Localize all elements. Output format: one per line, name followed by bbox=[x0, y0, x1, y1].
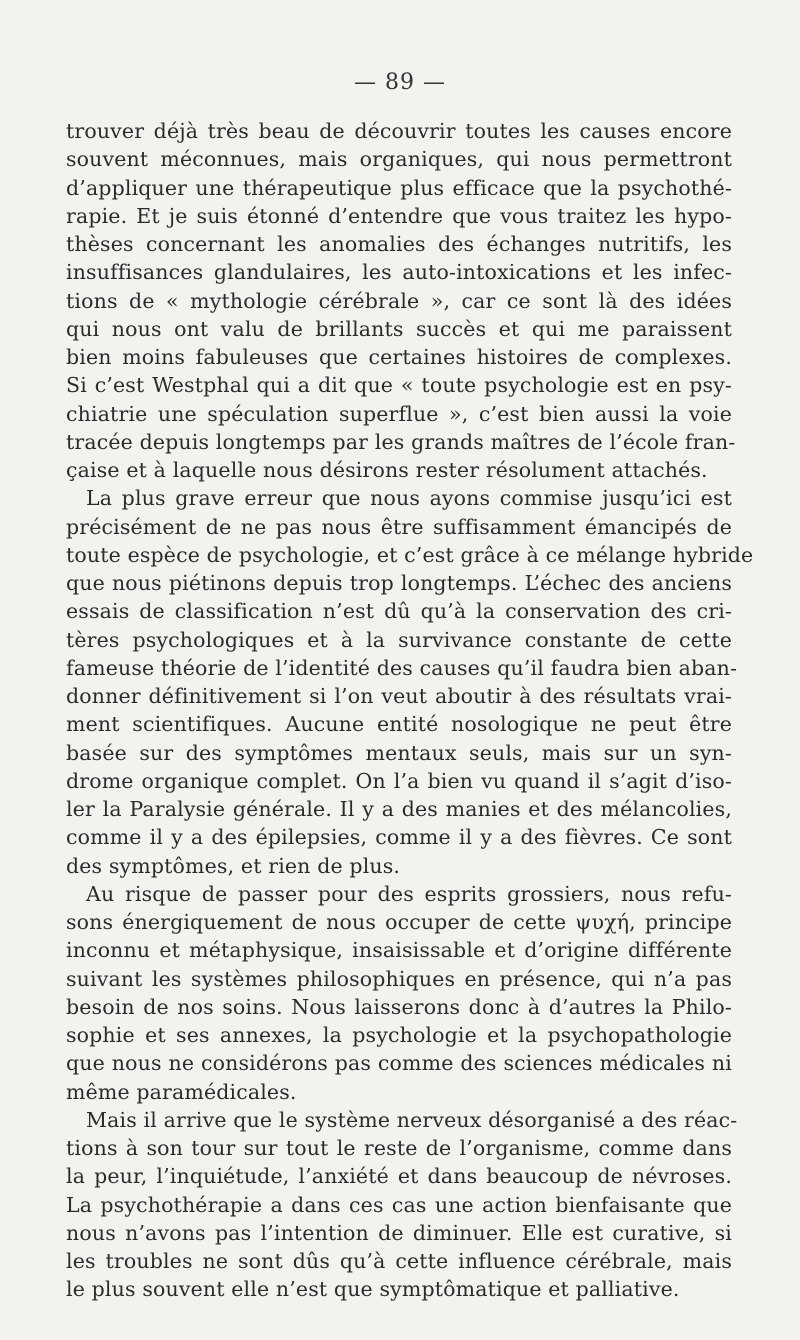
paragraph-end-line: des symptômes, et rien de plus. bbox=[66, 853, 401, 878]
text-line: drome organique complet. On l’a bien vu quand il s’agit d’iso- bbox=[66, 768, 732, 793]
text-line: que nous piétinons depuis trop longtemps. L’échec des anciens bbox=[66, 571, 732, 595]
text-line: La psychothérapie a dans ces cas une action bienfaisante que bbox=[66, 1192, 732, 1217]
text-line: essais de classification n’est dû qu’à la conservation des cri- bbox=[66, 599, 732, 624]
paragraph-end-line: le plus souvent elle n’est que symptômatique et palliative. bbox=[66, 1277, 680, 1302]
text-line: tracée depuis longtemps par les grands maîtres de l’école fran- bbox=[66, 429, 736, 454]
text-line: insuffisances glandulaires, les auto-intoxications et les infec- bbox=[66, 260, 732, 285]
paragraph-start-line: Mais il arrive que le système nerveux désorganisé a des réac- bbox=[86, 1107, 738, 1132]
text-line: comme il y a des épilepsies, comme il y a des fièvres. Ce sont bbox=[66, 825, 732, 850]
text-line: besoin de nos soins. Nous laisserons donc à d’autres la Philo- bbox=[66, 994, 732, 1019]
text-line: d’appliquer une thérapeutique plus efficace que la psychothé- bbox=[66, 175, 732, 200]
paragraph-start-line: La plus grave erreur que nous ayons commise jusqu’ici est bbox=[86, 486, 732, 511]
text-line: précisément de ne pas nous être suffisamment émancipés de bbox=[66, 514, 732, 539]
text-line: tions à son tour sur tout le reste de l’organisme, comme dans bbox=[66, 1136, 732, 1160]
text-line: sons énergiquement de nous occuper de cette ψυχή, principe bbox=[66, 910, 732, 934]
text-line: toute espèce de psychologie, et c’est grâce à ce mélange hybride bbox=[66, 542, 754, 567]
text-line: qui nous ont valu de brillants succès et qui me paraissent bbox=[66, 316, 732, 341]
text-line: la peur, l’inquiétude, l’anxiété et dans beaucoup de névroses. bbox=[66, 1164, 732, 1189]
text-line: fameuse théorie de l’identité des causes qu’il faudra bien aban- bbox=[66, 655, 738, 680]
text-line: thèses concernant les anomalies des échanges nutritifs, les bbox=[66, 232, 732, 256]
text-line: que nous ne considérons pas comme des sciences médicales ni bbox=[66, 1051, 732, 1076]
paragraph-end-line: même paramédicales. bbox=[66, 1079, 297, 1104]
text-line: suivant les systèmes philosophiques en présence, qui n’a pas bbox=[66, 966, 732, 991]
text-line: sophie et ses annexes, la psychologie et la psychopathologie bbox=[66, 1023, 732, 1047]
text-line: ment scientifiques. Aucune entité nosologique ne peut être bbox=[66, 712, 732, 737]
text-line: basée sur des symptômes mentaux seuls, mais sur un syn- bbox=[66, 740, 732, 765]
text-line: bien moins fabuleuses que certaines histoires de complexes. bbox=[66, 345, 732, 369]
paragraph-start-line: Au risque de passer pour des esprits grossiers, nous refu- bbox=[86, 881, 732, 906]
text-line: chiatrie une spéculation superflue », c’est bien aussi la voie bbox=[66, 401, 732, 426]
text-line: Si c’est Westphal qui a dit que « toute psychologie est en psy- bbox=[66, 373, 732, 398]
text-line: trouver déjà très beau de découvrir toutes les causes encore bbox=[66, 119, 732, 143]
text-line: les troubles ne sont dûs qu’à cette influence cérébrale, mais bbox=[66, 1249, 732, 1273]
text-line: souvent méconnues, mais organiques, qui nous permettront bbox=[66, 147, 732, 172]
text-line: tions de « mythologie cérébrale », car ce sont là des idées bbox=[66, 288, 732, 313]
text-line: inconnu et métaphysique, insaisissable et d’origine différente bbox=[66, 938, 732, 963]
text-line: donner définitivement si l’on veut aboutir à des résultats vrai- bbox=[66, 684, 732, 708]
text-line: nous n’avons pas l’intention de diminuer. Elle est curative, si bbox=[66, 1220, 732, 1245]
text-line: tères psychologiques et à la survivance constante de cette bbox=[66, 627, 732, 652]
text-line: rapie. Et je suis étonné d’entendre que vous traitez les hypo- bbox=[66, 203, 732, 228]
text-line: ler la Paralysie générale. Il y a des manies et des mélancolies, bbox=[66, 797, 732, 821]
body-text bbox=[66, 117, 754, 1304]
paragraph-end-line: çaise et à laquelle nous désirons rester résolument attachés. bbox=[66, 458, 708, 482]
page-number: — 89 — bbox=[354, 70, 446, 95]
